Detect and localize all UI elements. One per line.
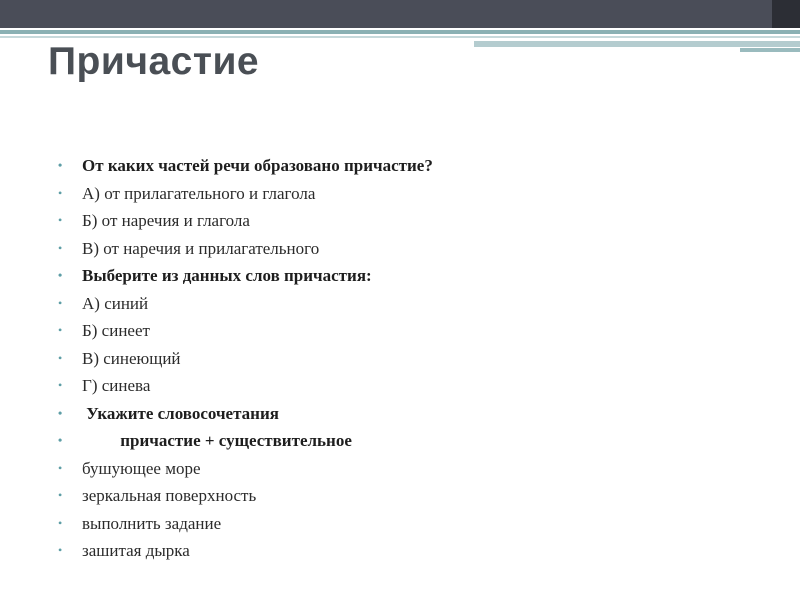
bullet-icon: •	[58, 378, 63, 392]
accent-stripe	[740, 48, 800, 52]
list-item	[58, 207, 758, 235]
list-item-text: А) от прилагательного и глагола	[82, 183, 316, 203]
bullet-icon: •	[58, 268, 63, 282]
list-item	[58, 455, 758, 483]
list-item	[58, 372, 758, 400]
bullet-icon: •	[58, 323, 63, 337]
accent-stripe	[0, 30, 800, 34]
list-item-text: причастие + существительное	[82, 431, 352, 450]
top-decor-corner	[772, 0, 800, 28]
bullet-list	[58, 152, 758, 565]
list-item	[58, 482, 758, 510]
list-item-text: бушующее море	[82, 458, 201, 478]
list-item	[58, 235, 758, 263]
list-item-text: Выберите из данных слов причастия:	[82, 266, 372, 285]
bullet-icon: •	[58, 405, 63, 420]
slide-title: Причастие	[48, 40, 260, 83]
list-item	[58, 345, 758, 373]
accent-stripe	[474, 41, 800, 47]
bullet-icon: •	[58, 240, 63, 255]
list-item	[58, 152, 758, 180]
bullet-icon: •	[58, 543, 63, 557]
list-item-text: Б) от наречия и глагола	[82, 211, 250, 230]
bullet-icon: •	[58, 158, 63, 172]
bullet-icon: •	[58, 213, 63, 227]
bullet-icon: •	[58, 295, 63, 310]
list-item-text: А) синий	[82, 293, 149, 313]
list-item	[58, 537, 758, 565]
list-item-text: выполнить задание	[82, 513, 222, 533]
list-item-text: Укажите словосочетания	[82, 403, 279, 423]
bullet-icon: •	[58, 433, 63, 447]
list-item-text: зеркальная поверхность	[82, 486, 257, 505]
bullet-icon: •	[58, 515, 63, 530]
bullet-icon: •	[58, 185, 63, 200]
list-item-text: От каких частей речи образовано причастие?	[82, 156, 433, 175]
top-decor-bar	[0, 0, 800, 28]
list-item	[58, 262, 758, 290]
list-item-text: зашитая дырка	[82, 541, 190, 560]
bullet-icon: •	[58, 460, 63, 475]
list-item	[58, 427, 758, 455]
bullet-icon: •	[58, 350, 63, 365]
list-item-text: В) от наречия и прилагательного	[82, 238, 320, 258]
list-item	[58, 317, 758, 345]
list-item	[58, 180, 758, 208]
list-item-text: Г) синева	[82, 376, 151, 395]
bullet-icon: •	[58, 488, 63, 502]
list-item	[58, 510, 758, 538]
list-item	[58, 290, 758, 318]
accent-stripe	[0, 36, 800, 38]
list-item-text: В) синеющий	[82, 348, 181, 368]
list-item-text: Б) синеет	[82, 321, 150, 340]
list-item	[58, 400, 758, 428]
